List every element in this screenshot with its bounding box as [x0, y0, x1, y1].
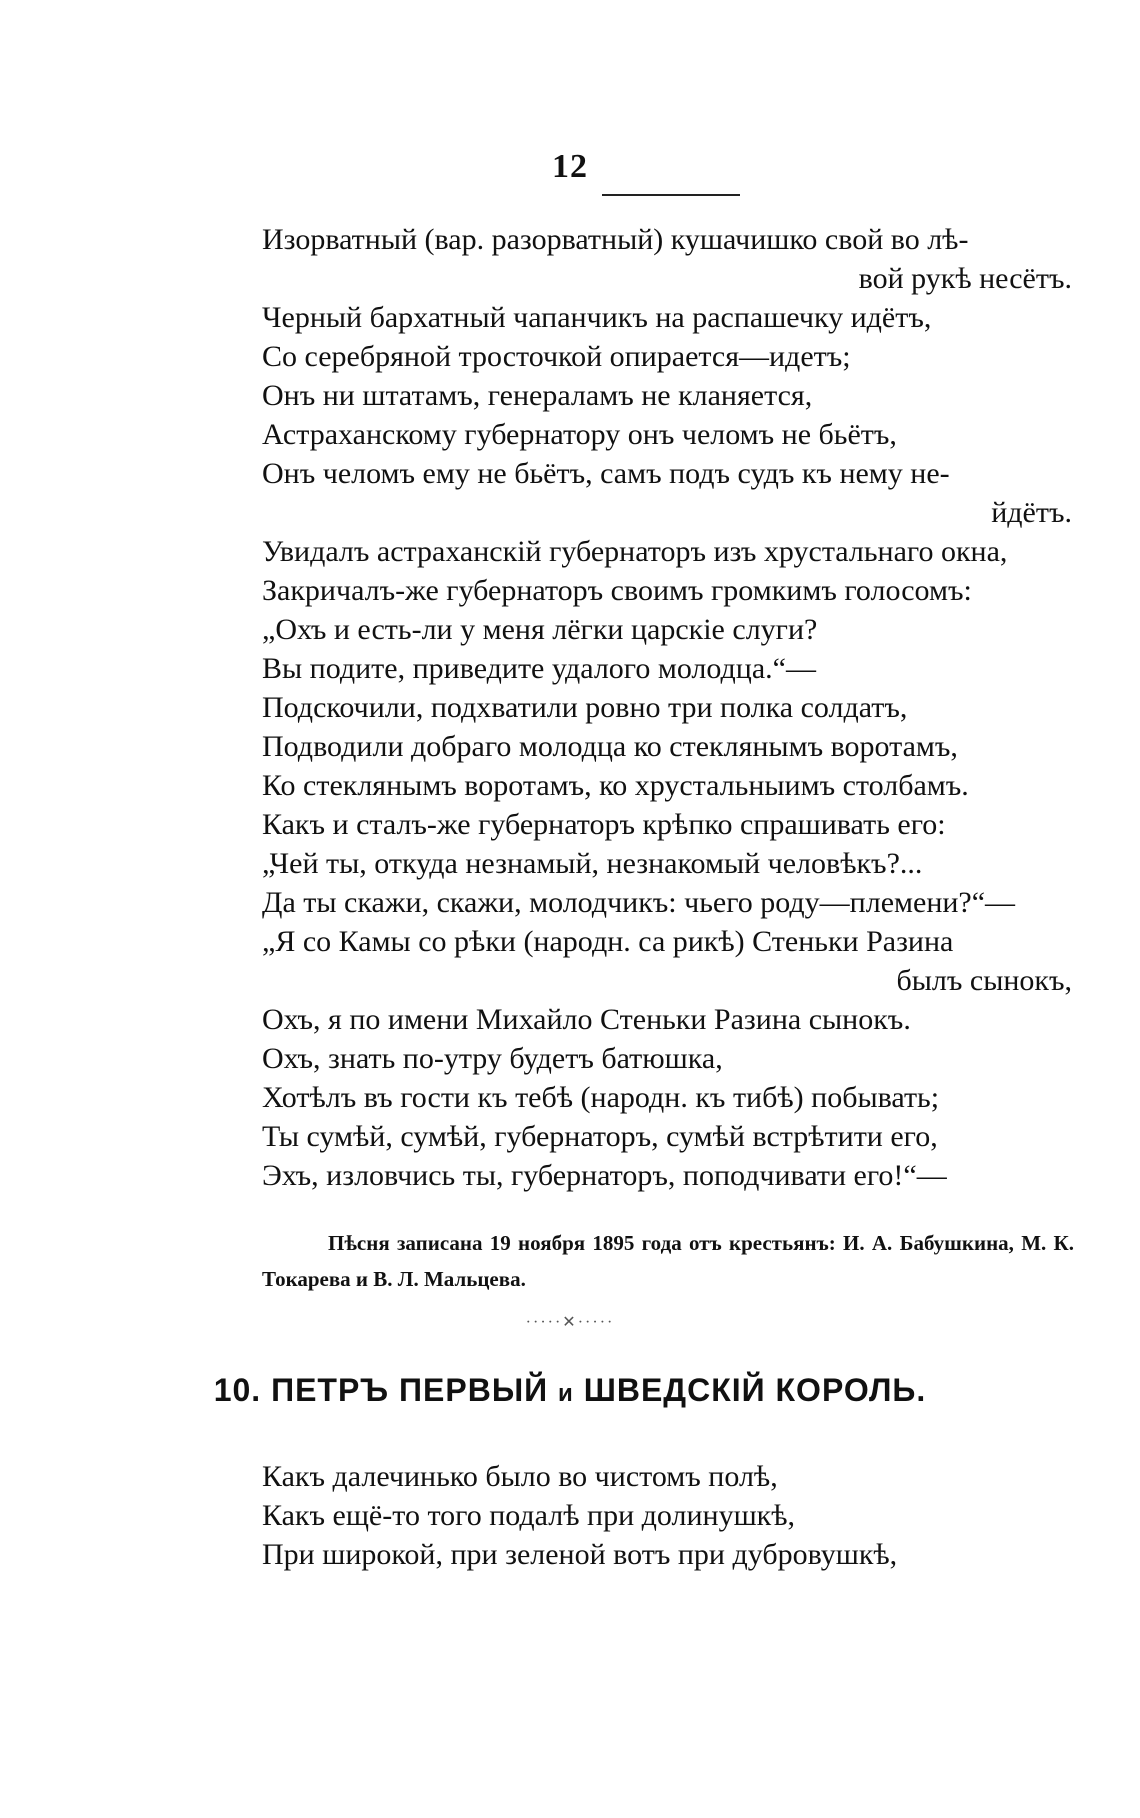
- verse-block-upper: [262, 220, 1072, 1195]
- page-number-rule: [602, 194, 740, 196]
- verse-line-continuation: былъ сынокъ,: [896, 964, 1072, 997]
- verse-line: Черный бархатный чапанчикъ на распашечку идётъ,: [262, 301, 932, 334]
- verse-line: Онъ ни штатамъ, генераламъ не кланяется,: [262, 379, 813, 412]
- verse-line: „Чей ты, откуда незнамый, незнакомый человѣкъ?...: [262, 847, 923, 880]
- verse-line: Изорватный (вар. разорватный) кушачишко свой во лѣ-: [262, 223, 969, 256]
- song-title: [0, 1372, 1140, 1409]
- recording-note: Пѣсня записана 19 ноября 1895 года отъ крестьянъ: И. А. Бабушкина, М. К. Токарева и В. Л. Мальцева.: [262, 1231, 1074, 1291]
- verse-line: „Охъ и есть-ли у меня лёгки царскіе слуги?: [262, 613, 818, 646]
- verse-line: Эхъ, изловчись ты, губернаторъ, поподчивати его!“—: [262, 1159, 947, 1192]
- verse-line: Какъ далечинько было во чистомъ полѣ,: [262, 1460, 778, 1493]
- verse-line-continuation: вой рукѣ несётъ.: [858, 262, 1072, 295]
- verse-line: Вы подите, приведите удалого молодца.“—: [262, 652, 816, 685]
- verse-line: Охъ, я по имени Михайло Стеньки Разина сынокъ.: [262, 1003, 911, 1036]
- verse-line: При широкой, при зеленой вотъ при дубровушкѣ,: [262, 1538, 898, 1571]
- verse-line: Охъ, знать по-утру будетъ батюшка,: [262, 1042, 723, 1075]
- verse-line: Подводили добраго молодца ко стеклянымъ воротамъ,: [262, 730, 958, 763]
- verse-line: Ко стеклянымъ воротамъ, ко хрустальныимъ столбамъ.: [262, 769, 969, 802]
- verse-line-continuation: йдётъ.: [991, 496, 1072, 529]
- verse-line: Подскочили, подхватили ровно три полка солдатъ,: [262, 691, 908, 724]
- verse-line: „Я со Камы со рѣки (народн. са рикѣ) Стеньки Разина: [262, 925, 954, 958]
- section-ornament: ·····✕·····: [525, 1314, 615, 1331]
- verse-line: Хотѣлъ въ гости къ тебѣ (народн. къ тибѣ) побывать;: [262, 1081, 940, 1114]
- verse-line: Закричалъ-же губернаторъ своимъ громкимъ голосомъ:: [262, 574, 972, 607]
- verse-line: Да ты скажи, скажи, молодчикъ: чьего роду—племени?“—: [262, 886, 1016, 919]
- verse-block-lower: [262, 1457, 1072, 1574]
- verse-line: Со серебряной тросточкой опирается—идетъ;: [262, 340, 851, 373]
- verse-line: Какъ ещё-то того подалѣ при долинушкѣ,: [262, 1499, 796, 1532]
- song-title-main: 10. ПЕТРЪ ПЕРВЫЙ: [213, 1372, 549, 1408]
- verse-line: Ты сумѣй, сумѣй, губернаторъ, сумѣй встрѣтити его,: [262, 1120, 938, 1153]
- song-title-rest: ШВЕДСКІЙ КОРОЛЬ.: [583, 1372, 927, 1408]
- verse-line: Астраханскому губернатору онъ челомъ не бьётъ,: [262, 418, 897, 451]
- song-title-conjunction: и: [558, 1380, 574, 1407]
- page-number: 12: [552, 148, 588, 185]
- verse-line: Увидалъ астраханскій губернаторъ изъ хрустальнаго окна,: [262, 535, 1008, 568]
- verse-line: Какъ и сталъ-же губернаторъ крѣпко спрашивать его:: [262, 808, 946, 841]
- verse-line: Онъ челомъ ему не бьётъ, самъ подъ судъ къ нему не-: [262, 457, 950, 490]
